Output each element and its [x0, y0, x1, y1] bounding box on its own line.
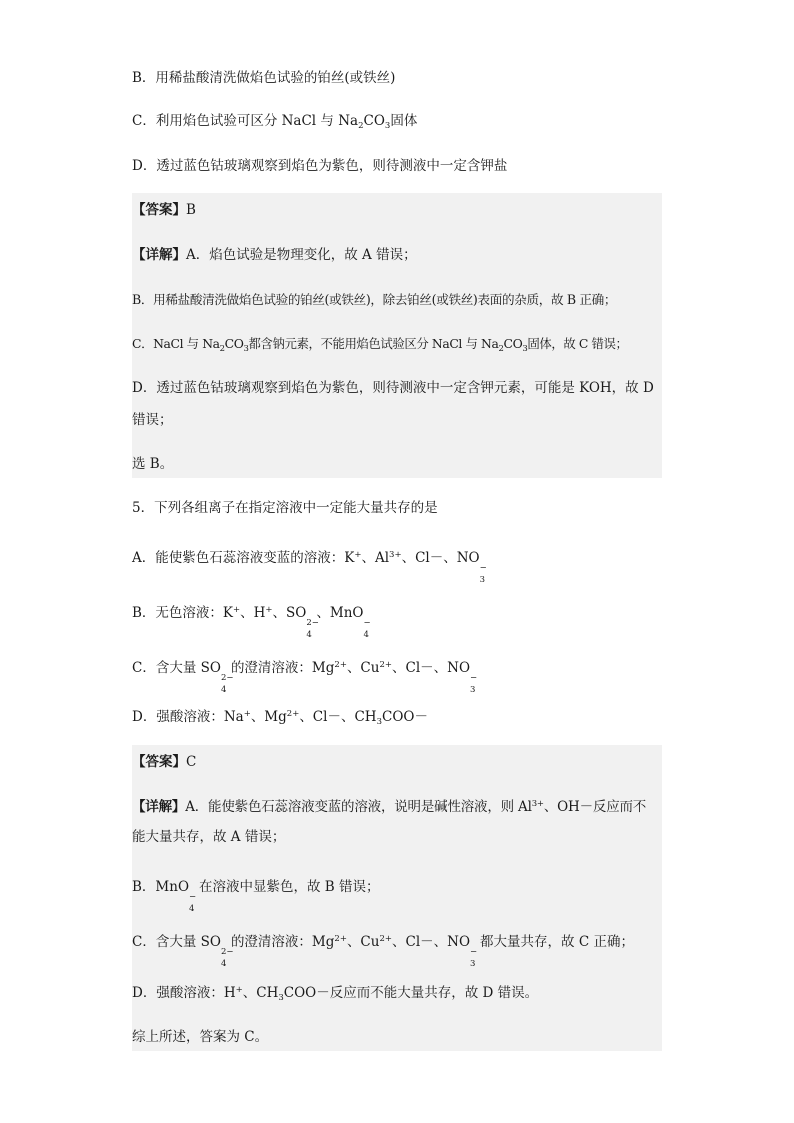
q4-option-c: C．利用焰色试验可区分 NaCl 与 $Na_2CO_3$固体 [132, 113, 418, 131]
q4-detail-a: 【详解】A．焰色试验是物理变化，故 A 错误； [132, 247, 417, 263]
q5-detail-a-line1: 【详解】A．能使紫色石蕊溶液变蓝的溶液，说明是碱性溶液，则 $Al^{3+}$、OH－反应而不 [132, 799, 647, 815]
q5-answer: 【答案】C [132, 754, 197, 770]
q5-detail-d: D．强酸溶液：H+、$CH_3COO-$反应而不能大量共存，故 D 错误。 [132, 985, 539, 1003]
q4-option-d: D．透过蓝色钴玻璃观察到焰色为紫色，则待测液中一定含钾盐 [132, 158, 508, 174]
q5-option-d: D．强酸溶液：Na+、$Mg^{2+}$、Cl－、$CH_3COO-$ [132, 709, 428, 727]
q4-detail-b: B．用稀盐酸清洗做焰色试验的铂丝(或铁丝)，除去铂丝(或铁丝)表面的杂质，故 B 正确； [132, 292, 617, 307]
answer-block-q5 [132, 745, 662, 1051]
q4-detail-c: C．NaCl 与 $Na_2CO_3$都含钠元素，不能用焰色试验区分 NaCl 与 $Na_2CO_3$固体，故 C 错误； [132, 336, 628, 354]
q5-option-b: B．无色溶液：K+、H+、SO 2− 4 、MnO − 4 [132, 605, 371, 640]
q5-option-c: C．含大量 SO 2− 4 的澄清溶液：$Mg^{2+}$、$Cu^{2+}$、Cl－、NO − 3 [132, 660, 478, 695]
q4-detail-d-line2: 错误； [132, 412, 173, 428]
q5-conclusion: 综上所述，答案为 C。 [132, 1029, 269, 1045]
q5-option-a: A．能使紫色石蕊溶液变蓝的溶液：K+、$Al^{3+}$、Cl－、NO − 3 [132, 550, 487, 585]
q5-detail-b: B．MnO − 4 在溶液中显紫色，故 B 错误； [132, 879, 380, 914]
q4-answer: 【答案】B [132, 202, 196, 218]
q4-detail-d-line1: D．透过蓝色钴玻璃观察到焰色为紫色，则待测液中一定含钾元素，可能是 KOH，故 D [132, 380, 654, 396]
q5-detail-c: C．含大量 SO 2− 4 的澄清溶液：$Mg^{2+}$、$Cu^{2+}$、Cl－、NO − 3 都大量共存，故 C 正确； [132, 934, 634, 969]
q5-detail-a-line2: 能大量共存，故 A 错误； [132, 829, 286, 845]
q5-stem: 5．下列各组离子在指定溶液中一定能大量共存的是 [132, 500, 438, 516]
q4-option-b: B．用稀盐酸清洗做焰色试验的铂丝(或铁丝) [132, 70, 396, 86]
q4-conclusion: 选 B。 [132, 456, 174, 472]
